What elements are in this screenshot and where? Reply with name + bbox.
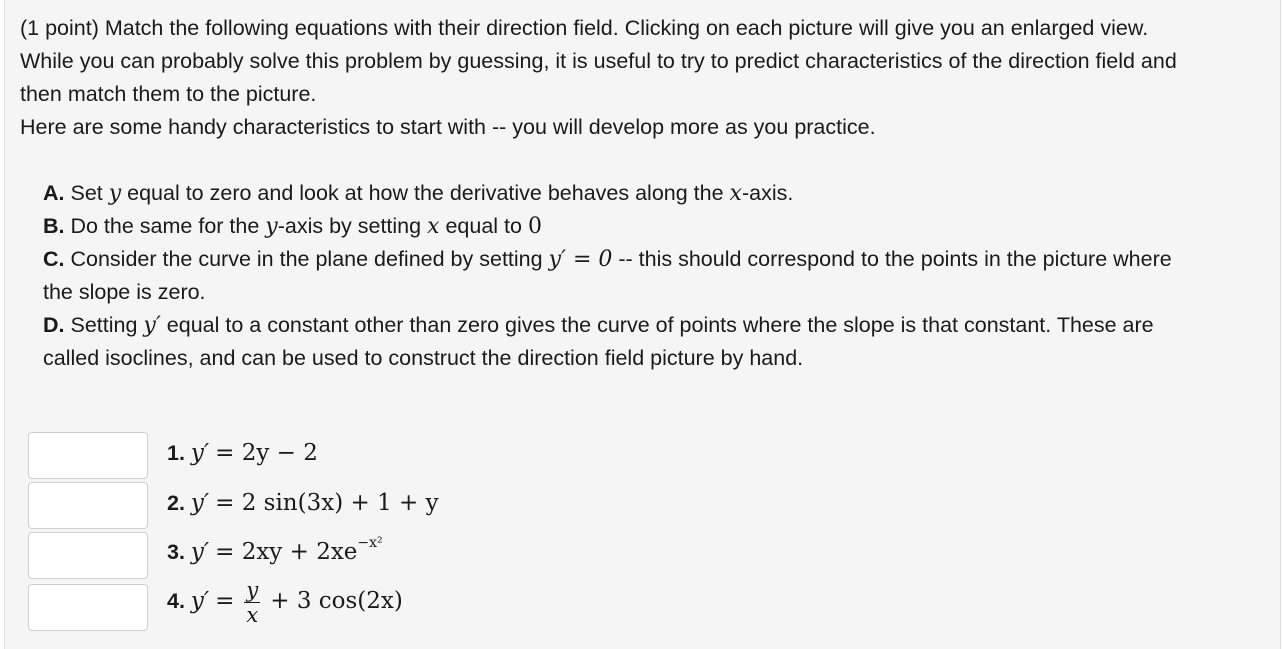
hint-c-text: Consider the curve in the plane defined by setting: [64, 247, 549, 271]
answer-input-1[interactable]: [28, 432, 148, 479]
hint-c-line-2: the slope is zero.: [43, 280, 206, 304]
equation-2-lhs-text: y′: [190, 490, 210, 516]
hint-c-math: y′ = 0: [548, 247, 613, 272]
equation-3-rhs: = 2xy + 2xe: [215, 539, 358, 565]
hint-b-math-zero: 0: [527, 214, 542, 239]
hint-a-math-y: y: [108, 181, 122, 206]
equation-2-lhs: [191, 490, 209, 516]
equation-4-lhs-text: y′: [190, 588, 210, 615]
hint-a-text: Set: [64, 181, 109, 205]
equation-3-number: 3.: [167, 540, 185, 564]
equation-3-lhs-text: y′: [190, 539, 210, 565]
equation-4-number: 4.: [167, 589, 185, 614]
equation-4-rhs: + 3 cos(2x): [270, 588, 403, 615]
equation-3-lhs: [191, 539, 209, 565]
equation-1: [167, 440, 318, 466]
hint-d-text: Setting: [64, 313, 144, 337]
hint-d-label: D.: [43, 313, 65, 337]
answer-input-3[interactable]: [28, 532, 148, 579]
hint-a-math-x: x: [729, 181, 742, 206]
hint-c: [43, 245, 1172, 274]
intro-line-1: (1 point) Match the following equations with their direction field. Clicking on each picture will give you an enlarged view.: [20, 16, 1149, 40]
hint-a-label: A.: [43, 181, 65, 205]
hint-b-text-2: -axis by setting: [277, 214, 428, 238]
hint-c-label: C.: [43, 247, 65, 271]
hint-b-text-3: equal to: [439, 214, 528, 238]
answer-input-4[interactable]: [28, 584, 148, 631]
hint-b: [43, 212, 542, 241]
equation-4: [167, 578, 403, 627]
equation-4-lhs: [191, 588, 209, 614]
equation-4-denominator: x: [246, 603, 259, 627]
hint-d-line-2: called isoclines, and can be used to construct the direction field picture by hand.: [43, 346, 804, 370]
hint-b-math-x: x: [427, 214, 440, 239]
equation-4-equals: =: [215, 588, 235, 615]
hint-b-text: Do the same for the: [64, 214, 266, 238]
equation-3-exponent: −x²: [357, 535, 383, 551]
hint-c-text-2: -- this should correspond to the points in the picture where: [612, 247, 1172, 271]
hint-d-math: y′: [143, 313, 161, 338]
equation-1-lhs: [191, 440, 209, 466]
equation-1-rhs: = 2y − 2: [215, 440, 318, 466]
intro-line-4: Here are some handy characteristics to start with -- you will develop more as you practice.: [20, 115, 876, 139]
hint-b-label: B.: [43, 214, 65, 238]
intro-line-2: While you can probably solve this problem by guessing, it is useful to try to predict characteristics of the direction field and: [20, 49, 1177, 73]
equation-3: [167, 535, 383, 565]
equation-4-numerator: y: [246, 578, 259, 602]
equation-1-number: 1.: [167, 441, 185, 465]
problem-panel: [4, 0, 1281, 649]
hint-d: [43, 311, 1154, 340]
hint-b-math-y: y: [265, 214, 278, 239]
intro-line-3: then match them to the picture.: [20, 82, 317, 106]
hint-a: [43, 179, 793, 208]
hint-d-text-2: equal to a constant other than zero gives the curve of points where the slope is that constant. These are: [160, 313, 1154, 337]
equation-4-fraction: [244, 578, 260, 627]
answer-input-2[interactable]: [28, 482, 148, 529]
equation-1-lhs-text: y′: [190, 440, 210, 466]
hint-a-text-2: equal to zero and look at how the derivative behaves along the: [121, 181, 730, 205]
hint-a-text-3: -axis.: [741, 181, 794, 205]
equation-2-rhs: = 2 sin(3x) + 1 + y: [215, 490, 439, 516]
equation-2-number: 2.: [167, 491, 185, 515]
equation-2: [167, 490, 439, 516]
